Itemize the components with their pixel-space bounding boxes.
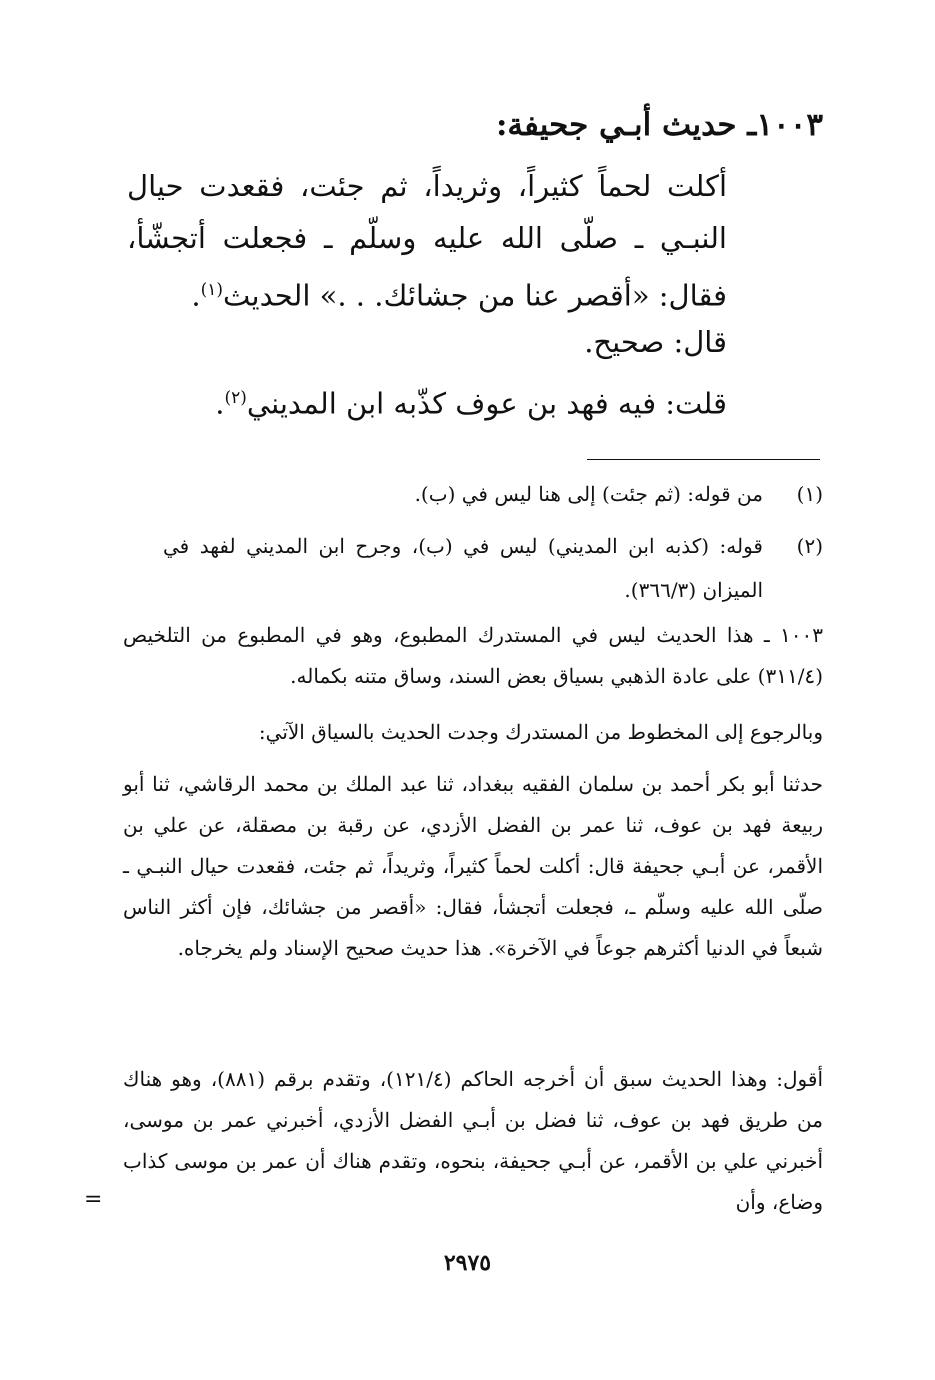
hadith-text-body: أكلت لحماً كثيراً، وثريداً، ثم جئت، فقعدت حيال النبـي ـ صلّى الله عليه وسلّم ـ فجعلت أتجشّأ، فقال: «أقصر عنا من جشائك. . .» الحديث [127, 169, 727, 313]
footnote-number: (١) [796, 482, 823, 506]
footnote-ref-2: (٢) [224, 388, 247, 408]
continuation-mark: = [84, 1187, 103, 1212]
commentary-paragraph-2: وبالرجوع إلى المخطوط من المستدرك وجدت الحديث بالسياق الآتي: [258, 720, 823, 744]
footnote-2 [123, 524, 823, 612]
footnote-divider [587, 459, 820, 460]
footnote-1 [123, 472, 823, 516]
critique-text-end: . [215, 386, 225, 421]
critique-text: قلت: فيه فهد بن عوف كذّبه ابن المديني [246, 386, 727, 421]
footnote-ref-1: (١) [200, 280, 224, 300]
footnote-text: قوله: (كذبه ابن المديني) ليس في (ب)، وجرح ابن المديني لفهد في الميزان (٣٦٦/٣). [163, 534, 763, 602]
commentary-paragraph-4: أقول: وهذا الحديث سبق أن أخرجه الحاكم (١٢١/٤)، وتقدم برقم (٨٨١)، وهو هناك من طريق فهد بن عوف، ثنا فضل بن أبـي الفضل الأزدي، أخبرني عمر بن موسى، أخبرني علي بن الأقمر، عن أبـي جحيفة، بنحوه، وتقدم هناك أن عمر بن موسى كذاب وضاع، وأن [123, 1067, 823, 1214]
grading-statement: قال: صحيح. [584, 325, 727, 359]
hadith-text [127, 160, 727, 322]
commentary-paragraph-3: حدثنا أبو بكر أحمد بن سلمان الفقيه ببغداد، ثنا عبد الملك بن محمد الرقاشي، ثنا أبو ربيعة فهد بن عوف، ثنا عمر بن الفضل الأزدي، عن رقبة بن مصقلة، عن علي بن الأقمر، عن أبـي جحيفة قال: أكلت لحماً كثيراً، وثريداً، ثم جئت، فقعدت حيال النبـي ـ صلّى الله عليه وسلّم ـ، فجعلت أتجشأ، فقال: «أقصر من جشائك، فإن أكثر الناس شبعاً في الدنيا أكثرهم جوعاً في الآخرة». هذا حديث صحيح الإسناد ولم يخرجاه. [123, 772, 823, 960]
hadith-text-end: . [191, 278, 201, 313]
commentary-paragraph-1: ١٠٠٣ ـ هذا الحديث ليس في المستدرك المطبوع، وهو في المطبوع من التلخيص (٣١١/٤) على عادة الذهبي بسياق بعض السند، وساق متنه بكماله. [123, 623, 823, 688]
critique-statement [127, 372, 727, 430]
page-number: ٢٩٧٥ [443, 1250, 492, 1276]
footnote-text: من قوله: (ثم جئت) إلى هنا ليس في (ب). [414, 482, 763, 506]
hadith-heading: ١٠٠٣ـ حديث أبـي جحيفة: [495, 107, 823, 143]
footnote-number: (٢) [796, 534, 823, 558]
